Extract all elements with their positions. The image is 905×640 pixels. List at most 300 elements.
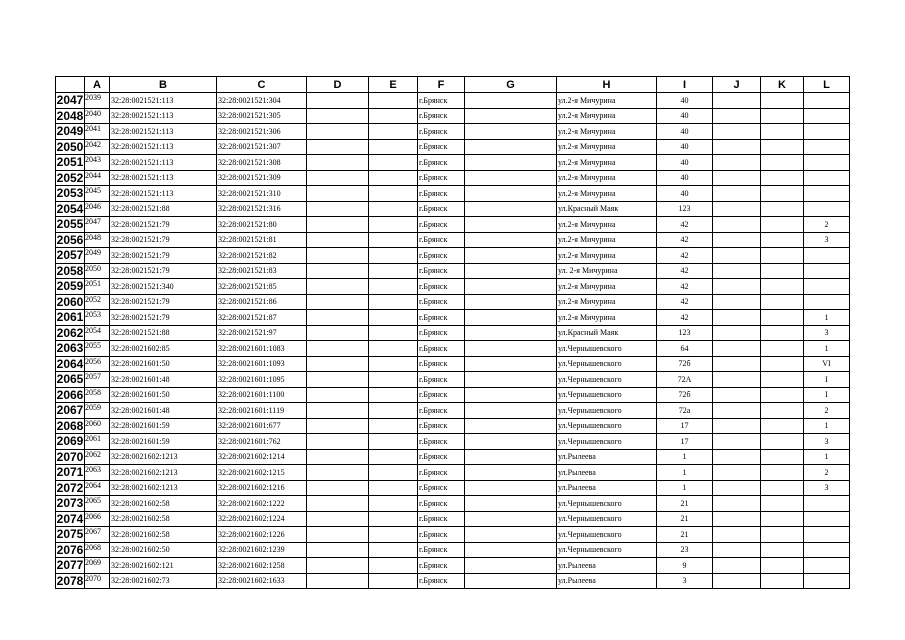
cell-l[interactable] <box>804 108 850 124</box>
cell-e[interactable] <box>369 108 418 124</box>
cell-g[interactable] <box>465 434 557 450</box>
cell-i[interactable]: 72а <box>657 403 713 419</box>
column-header-d[interactable]: D <box>307 77 369 93</box>
cell-b[interactable]: 32:28:0021602:58 <box>110 527 217 543</box>
cell-c[interactable]: 32:28:0021521:308 <box>217 155 307 171</box>
cell-k[interactable] <box>761 372 804 388</box>
cell-i[interactable]: 40 <box>657 186 713 202</box>
cell-i[interactable]: 1 <box>657 480 713 496</box>
cell-a[interactable]: 2061 <box>85 434 110 450</box>
cell-j[interactable] <box>713 542 761 558</box>
cell-b[interactable]: 32:28:0021602:121 <box>110 558 217 574</box>
cell-i[interactable]: 123 <box>657 325 713 341</box>
cell-h[interactable]: ул.2-я Мичурина <box>557 232 657 248</box>
cell-d[interactable] <box>307 155 369 171</box>
cell-k[interactable] <box>761 465 804 481</box>
cell-c[interactable]: 32:28:0021602:1222 <box>217 496 307 512</box>
cell-c[interactable]: 32:28:0021602:1224 <box>217 511 307 527</box>
cell-j[interactable] <box>713 449 761 465</box>
cell-f[interactable]: г.Брянск <box>418 139 465 155</box>
cell-a[interactable]: 2054 <box>85 325 110 341</box>
cell-i[interactable]: 17 <box>657 418 713 434</box>
cell-g[interactable] <box>465 201 557 217</box>
cell-f[interactable]: г.Брянск <box>418 480 465 496</box>
cell-d[interactable] <box>307 542 369 558</box>
cell-d[interactable] <box>307 201 369 217</box>
cell-e[interactable] <box>369 372 418 388</box>
cell-b[interactable]: 32:28:0021602:73 <box>110 573 217 589</box>
cell-l[interactable]: 3 <box>804 480 850 496</box>
cell-l[interactable]: I <box>804 387 850 403</box>
cell-h[interactable]: ул.2-я Мичурина <box>557 108 657 124</box>
cell-a[interactable]: 2052 <box>85 294 110 310</box>
cell-c[interactable]: 32:28:0021601:1100 <box>217 387 307 403</box>
cell-a[interactable]: 2050 <box>85 263 110 279</box>
cell-c[interactable]: 32:28:0021521:82 <box>217 248 307 264</box>
cell-k[interactable] <box>761 496 804 512</box>
cell-d[interactable] <box>307 263 369 279</box>
column-header-c[interactable]: C <box>217 77 307 93</box>
cell-f[interactable]: г.Брянск <box>418 294 465 310</box>
cell-k[interactable] <box>761 248 804 264</box>
row-number[interactable]: 2069 <box>56 434 84 449</box>
cell-g[interactable] <box>465 248 557 264</box>
cell-l[interactable] <box>804 248 850 264</box>
cell-j[interactable] <box>713 480 761 496</box>
cell-f[interactable]: г.Брянск <box>418 201 465 217</box>
cell-g[interactable] <box>465 372 557 388</box>
cell-d[interactable] <box>307 294 369 310</box>
cell-a[interactable]: 2046 <box>85 201 110 217</box>
cell-a[interactable]: 2067 <box>85 527 110 543</box>
cell-c[interactable]: 32:28:0021521:87 <box>217 310 307 326</box>
row-number[interactable]: 2047 <box>56 93 84 108</box>
cell-h[interactable]: ул.2-я Мичурина <box>557 248 657 264</box>
cell-k[interactable] <box>761 558 804 574</box>
cell-f[interactable]: г.Брянск <box>418 155 465 171</box>
column-header-k[interactable]: K <box>761 77 804 93</box>
cell-i[interactable]: 9 <box>657 558 713 574</box>
cell-f[interactable]: г.Брянск <box>418 418 465 434</box>
cell-g[interactable] <box>465 139 557 155</box>
row-number[interactable]: 2076 <box>56 542 84 557</box>
cell-g[interactable] <box>465 232 557 248</box>
cell-a[interactable]: 2040 <box>85 108 110 124</box>
cell-b[interactable]: 32:28:0021602:85 <box>110 341 217 357</box>
cell-e[interactable] <box>369 201 418 217</box>
cell-i[interactable]: 1 <box>657 465 713 481</box>
cell-l[interactable] <box>804 139 850 155</box>
cell-j[interactable] <box>713 418 761 434</box>
cell-h[interactable]: ул.2-я Мичурина <box>557 294 657 310</box>
cell-g[interactable] <box>465 170 557 186</box>
cell-l[interactable] <box>804 558 850 574</box>
cell-h[interactable]: ул.Чернышевского <box>557 372 657 388</box>
cell-d[interactable] <box>307 124 369 140</box>
row-number[interactable]: 2062 <box>56 325 84 340</box>
cell-i[interactable]: 23 <box>657 542 713 558</box>
cell-i[interactable]: 1 <box>657 449 713 465</box>
cell-l[interactable]: 3 <box>804 325 850 341</box>
row-number[interactable]: 2060 <box>56 294 84 309</box>
row-number[interactable]: 2063 <box>56 341 84 356</box>
cell-g[interactable] <box>465 108 557 124</box>
cell-a[interactable]: 2065 <box>85 496 110 512</box>
cell-e[interactable] <box>369 418 418 434</box>
cell-f[interactable]: г.Брянск <box>418 372 465 388</box>
cell-k[interactable] <box>761 93 804 109</box>
row-number[interactable]: 2066 <box>56 387 84 402</box>
cell-l[interactable] <box>804 496 850 512</box>
cell-l[interactable] <box>804 279 850 295</box>
cell-a[interactable]: 2059 <box>85 403 110 419</box>
cell-l[interactable] <box>804 124 850 140</box>
cell-k[interactable] <box>761 527 804 543</box>
cell-i[interactable]: 42 <box>657 263 713 279</box>
cell-l[interactable]: 1 <box>804 418 850 434</box>
cell-f[interactable]: г.Брянск <box>418 248 465 264</box>
cell-i[interactable]: 64 <box>657 341 713 357</box>
cell-i[interactable]: 21 <box>657 511 713 527</box>
cell-h[interactable]: ул.Чернышевского <box>557 542 657 558</box>
cell-h[interactable]: ул.Красный Маяк <box>557 201 657 217</box>
cell-k[interactable] <box>761 263 804 279</box>
cell-e[interactable] <box>369 279 418 295</box>
cell-k[interactable] <box>761 403 804 419</box>
cell-l[interactable] <box>804 93 850 109</box>
cell-f[interactable]: г.Брянск <box>418 93 465 109</box>
cell-e[interactable] <box>369 465 418 481</box>
cell-l[interactable] <box>804 542 850 558</box>
cell-h[interactable]: ул.Чернышевского <box>557 527 657 543</box>
cell-j[interactable] <box>713 372 761 388</box>
cell-f[interactable]: г.Брянск <box>418 217 465 233</box>
cell-k[interactable] <box>761 480 804 496</box>
cell-k[interactable] <box>761 186 804 202</box>
cell-a[interactable]: 2039 <box>85 93 110 109</box>
cell-e[interactable] <box>369 310 418 326</box>
cell-k[interactable] <box>761 356 804 372</box>
cell-d[interactable] <box>307 527 369 543</box>
cell-b[interactable]: 32:28:0021601:50 <box>110 356 217 372</box>
cell-g[interactable] <box>465 217 557 233</box>
cell-a[interactable]: 2047 <box>85 217 110 233</box>
cell-a[interactable]: 2069 <box>85 558 110 574</box>
cell-a[interactable]: 2063 <box>85 465 110 481</box>
column-header-b[interactable]: B <box>110 77 217 93</box>
row-number[interactable]: 2070 <box>56 449 84 464</box>
cell-f[interactable]: г.Брянск <box>418 527 465 543</box>
cell-d[interactable] <box>307 310 369 326</box>
cell-g[interactable] <box>465 356 557 372</box>
cell-h[interactable]: ул.Рылеева <box>557 465 657 481</box>
cell-f[interactable]: г.Брянск <box>418 356 465 372</box>
cell-b[interactable]: 32:28:0021521:113 <box>110 93 217 109</box>
column-header-i[interactable]: I <box>657 77 713 93</box>
cell-i[interactable]: 42 <box>657 294 713 310</box>
cell-b[interactable]: 32:28:0021521:113 <box>110 155 217 171</box>
cell-l[interactable]: VI <box>804 356 850 372</box>
cell-g[interactable] <box>465 93 557 109</box>
cell-b[interactable]: 32:28:0021521:88 <box>110 201 217 217</box>
cell-d[interactable] <box>307 372 369 388</box>
row-number[interactable]: 2074 <box>56 511 84 526</box>
row-number[interactable]: 2055 <box>56 217 84 232</box>
cell-h[interactable]: ул.2-я Мичурина <box>557 170 657 186</box>
cell-b[interactable]: 32:28:0021602:1213 <box>110 480 217 496</box>
cell-j[interactable] <box>713 139 761 155</box>
cell-f[interactable]: г.Брянск <box>418 449 465 465</box>
cell-f[interactable]: г.Брянск <box>418 124 465 140</box>
cell-h[interactable]: ул.Чернышевского <box>557 418 657 434</box>
cell-d[interactable] <box>307 496 369 512</box>
cell-f[interactable]: г.Брянск <box>418 496 465 512</box>
cell-l[interactable]: I <box>804 372 850 388</box>
row-number[interactable]: 2056 <box>56 232 84 247</box>
cell-h[interactable]: ул. 2-я Мичурина <box>557 263 657 279</box>
cell-e[interactable] <box>369 480 418 496</box>
cell-c[interactable]: 32:28:0021602:1214 <box>217 449 307 465</box>
cell-d[interactable] <box>307 279 369 295</box>
cell-k[interactable] <box>761 170 804 186</box>
cell-g[interactable] <box>465 310 557 326</box>
cell-h[interactable]: ул.2-я Мичурина <box>557 93 657 109</box>
cell-a[interactable]: 2048 <box>85 232 110 248</box>
row-number[interactable]: 2052 <box>56 170 84 185</box>
cell-j[interactable] <box>713 248 761 264</box>
cell-g[interactable] <box>465 527 557 543</box>
cell-b[interactable]: 32:28:0021601:59 <box>110 418 217 434</box>
cell-j[interactable] <box>713 387 761 403</box>
cell-c[interactable]: 32:28:0021521:97 <box>217 325 307 341</box>
cell-l[interactable]: 2 <box>804 403 850 419</box>
cell-i[interactable]: 21 <box>657 496 713 512</box>
cell-a[interactable]: 2058 <box>85 387 110 403</box>
cell-k[interactable] <box>761 325 804 341</box>
row-number[interactable]: 2071 <box>56 465 84 480</box>
cell-e[interactable] <box>369 263 418 279</box>
cell-e[interactable] <box>369 527 418 543</box>
cell-e[interactable] <box>369 139 418 155</box>
cell-f[interactable]: г.Брянск <box>418 403 465 419</box>
cell-g[interactable] <box>465 325 557 341</box>
cell-d[interactable] <box>307 108 369 124</box>
cell-e[interactable] <box>369 434 418 450</box>
cell-a[interactable]: 2062 <box>85 449 110 465</box>
cell-a[interactable]: 2070 <box>85 573 110 589</box>
cell-k[interactable] <box>761 418 804 434</box>
cell-b[interactable]: 32:28:0021521:79 <box>110 217 217 233</box>
cell-f[interactable]: г.Брянск <box>418 108 465 124</box>
cell-e[interactable] <box>369 294 418 310</box>
cell-g[interactable] <box>465 573 557 589</box>
cell-e[interactable] <box>369 496 418 512</box>
cell-h[interactable]: ул.2-я Мичурина <box>557 124 657 140</box>
cell-f[interactable]: г.Брянск <box>418 387 465 403</box>
cell-l[interactable] <box>804 201 850 217</box>
cell-l[interactable] <box>804 263 850 279</box>
row-number[interactable]: 2068 <box>56 418 84 433</box>
row-number[interactable]: 2061 <box>56 310 84 325</box>
cell-e[interactable] <box>369 341 418 357</box>
cell-h[interactable]: ул.Рылеева <box>557 449 657 465</box>
cell-a[interactable]: 2068 <box>85 542 110 558</box>
cell-i[interactable]: 17 <box>657 434 713 450</box>
cell-h[interactable]: ул.2-я Мичурина <box>557 139 657 155</box>
cell-e[interactable] <box>369 248 418 264</box>
cell-c[interactable]: 32:28:0021521:83 <box>217 263 307 279</box>
cell-j[interactable] <box>713 511 761 527</box>
cell-f[interactable]: г.Брянск <box>418 341 465 357</box>
column-header-corner[interactable] <box>56 77 85 93</box>
cell-e[interactable] <box>369 325 418 341</box>
cell-k[interactable] <box>761 341 804 357</box>
cell-b[interactable]: 32:28:0021521:79 <box>110 248 217 264</box>
cell-j[interactable] <box>713 155 761 171</box>
cell-d[interactable] <box>307 139 369 155</box>
cell-g[interactable] <box>465 341 557 357</box>
row-number[interactable]: 2064 <box>56 356 84 371</box>
cell-d[interactable] <box>307 418 369 434</box>
cell-j[interactable] <box>713 310 761 326</box>
cell-i[interactable]: 40 <box>657 155 713 171</box>
cell-b[interactable]: 32:28:0021521:79 <box>110 294 217 310</box>
cell-g[interactable] <box>465 449 557 465</box>
row-number[interactable]: 2065 <box>56 372 84 387</box>
cell-a[interactable]: 2044 <box>85 170 110 186</box>
column-header-h[interactable]: H <box>557 77 657 93</box>
cell-i[interactable]: 40 <box>657 108 713 124</box>
cell-c[interactable]: 32:28:0021602:1633 <box>217 573 307 589</box>
row-number[interactable]: 2053 <box>56 186 84 201</box>
cell-b[interactable]: 32:28:0021521:113 <box>110 186 217 202</box>
row-number[interactable]: 2049 <box>56 124 84 139</box>
cell-a[interactable]: 2055 <box>85 341 110 357</box>
cell-b[interactable]: 32:28:0021521:79 <box>110 232 217 248</box>
row-number[interactable]: 2050 <box>56 139 84 154</box>
cell-g[interactable] <box>465 279 557 295</box>
cell-h[interactable]: ул.Чернышевского <box>557 403 657 419</box>
cell-c[interactable]: 32:28:0021521:305 <box>217 108 307 124</box>
cell-d[interactable] <box>307 248 369 264</box>
cell-l[interactable] <box>804 527 850 543</box>
cell-a[interactable]: 2049 <box>85 248 110 264</box>
cell-h[interactable]: ул.Чернышевского <box>557 511 657 527</box>
cell-h[interactable]: ул.Рылеева <box>557 480 657 496</box>
cell-d[interactable] <box>307 325 369 341</box>
cell-k[interactable] <box>761 201 804 217</box>
cell-g[interactable] <box>465 558 557 574</box>
cell-d[interactable] <box>307 186 369 202</box>
row-number[interactable]: 2058 <box>56 263 84 278</box>
cell-e[interactable] <box>369 217 418 233</box>
cell-c[interactable]: 32:28:0021521:307 <box>217 139 307 155</box>
cell-j[interactable] <box>713 465 761 481</box>
cell-l[interactable] <box>804 511 850 527</box>
cell-b[interactable]: 32:28:0021601:59 <box>110 434 217 450</box>
cell-j[interactable] <box>713 325 761 341</box>
cell-h[interactable]: ул.2-я Мичурина <box>557 155 657 171</box>
cell-g[interactable] <box>465 496 557 512</box>
cell-b[interactable]: 32:28:0021602:50 <box>110 542 217 558</box>
cell-d[interactable] <box>307 511 369 527</box>
row-number[interactable]: 2054 <box>56 201 84 216</box>
cell-b[interactable]: 32:28:0021602:58 <box>110 496 217 512</box>
cell-f[interactable]: г.Брянск <box>418 325 465 341</box>
cell-j[interactable] <box>713 527 761 543</box>
cell-f[interactable]: г.Брянск <box>418 511 465 527</box>
cell-l[interactable] <box>804 155 850 171</box>
cell-c[interactable]: 32:28:0021602:1258 <box>217 558 307 574</box>
cell-b[interactable]: 32:28:0021602:58 <box>110 511 217 527</box>
cell-k[interactable] <box>761 124 804 140</box>
cell-j[interactable] <box>713 263 761 279</box>
cell-l[interactable] <box>804 294 850 310</box>
cell-l[interactable]: 1 <box>804 341 850 357</box>
cell-d[interactable] <box>307 434 369 450</box>
row-number[interactable]: 2051 <box>56 155 84 170</box>
cell-j[interactable] <box>713 356 761 372</box>
cell-h[interactable]: ул.Рылеева <box>557 573 657 589</box>
cell-i[interactable]: 42 <box>657 310 713 326</box>
cell-j[interactable] <box>713 573 761 589</box>
cell-i[interactable]: 40 <box>657 139 713 155</box>
row-number[interactable]: 2077 <box>56 558 84 573</box>
cell-k[interactable] <box>761 573 804 589</box>
cell-e[interactable] <box>369 573 418 589</box>
cell-i[interactable]: 72А <box>657 372 713 388</box>
cell-k[interactable] <box>761 310 804 326</box>
cell-b[interactable]: 32:28:0021602:1213 <box>110 465 217 481</box>
cell-d[interactable] <box>307 217 369 233</box>
cell-f[interactable]: г.Брянск <box>418 542 465 558</box>
cell-i[interactable]: 72б <box>657 356 713 372</box>
cell-e[interactable] <box>369 124 418 140</box>
cell-a[interactable]: 2041 <box>85 124 110 140</box>
cell-h[interactable]: ул.2-я Мичурина <box>557 310 657 326</box>
column-header-j[interactable]: J <box>713 77 761 93</box>
cell-b[interactable]: 32:28:0021521:88 <box>110 325 217 341</box>
cell-j[interactable] <box>713 232 761 248</box>
cell-a[interactable]: 2042 <box>85 139 110 155</box>
cell-h[interactable]: ул.Чернышевского <box>557 496 657 512</box>
cell-j[interactable] <box>713 496 761 512</box>
cell-d[interactable] <box>307 480 369 496</box>
cell-b[interactable]: 32:28:0021521:340 <box>110 279 217 295</box>
cell-l[interactable]: 2 <box>804 217 850 233</box>
cell-f[interactable]: г.Брянск <box>418 434 465 450</box>
cell-h[interactable]: ул.2-я Мичурина <box>557 217 657 233</box>
cell-h[interactable]: ул.Чернышевского <box>557 434 657 450</box>
cell-e[interactable] <box>369 449 418 465</box>
cell-h[interactable]: ул.Красный Маяк <box>557 325 657 341</box>
cell-k[interactable] <box>761 232 804 248</box>
cell-c[interactable]: 32:28:0021602:1216 <box>217 480 307 496</box>
cell-j[interactable] <box>713 186 761 202</box>
cell-f[interactable]: г.Брянск <box>418 310 465 326</box>
cell-c[interactable]: 32:28:0021521:309 <box>217 170 307 186</box>
cell-i[interactable]: 42 <box>657 232 713 248</box>
cell-c[interactable]: 32:28:0021601:1119 <box>217 403 307 419</box>
cell-b[interactable]: 32:28:0021601:48 <box>110 403 217 419</box>
cell-g[interactable] <box>465 465 557 481</box>
cell-d[interactable] <box>307 573 369 589</box>
cell-h[interactable]: ул.2-я Мичурина <box>557 279 657 295</box>
cell-e[interactable] <box>369 232 418 248</box>
cell-i[interactable]: 123 <box>657 201 713 217</box>
cell-j[interactable] <box>713 558 761 574</box>
cell-k[interactable] <box>761 294 804 310</box>
